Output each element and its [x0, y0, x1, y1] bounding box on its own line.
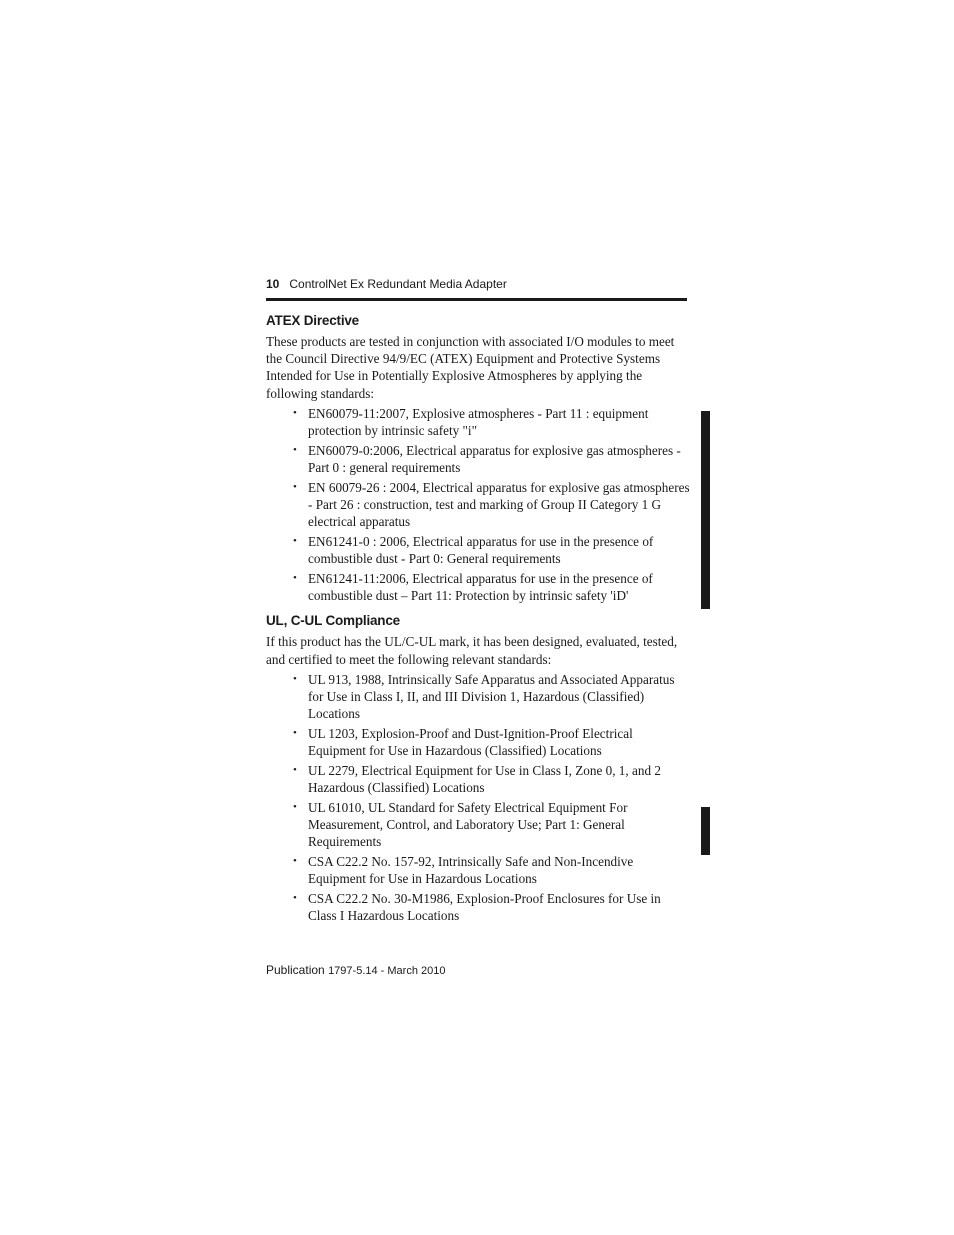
page-content	[266, 312, 690, 927]
list-item	[266, 725, 690, 759]
page-footer	[266, 962, 445, 979]
list-item	[266, 762, 690, 796]
header-rule	[266, 298, 687, 301]
atex-standards-list	[266, 405, 690, 605]
list-item-text: UL 2279, Electrical Equipment for Use in Class I, Zone 0, 1, and 2 Hazardous (Classified) Locations	[308, 763, 661, 796]
list-item-text: UL 913, 1988, Intrinsically Safe Apparatus and Associated Apparatus for Use in Class I, II, and III Division 1, Hazardous (Classified) Locations	[308, 671, 675, 722]
list-item-text: EN 60079-26 : 2004, Electrical apparatus for explosive gas atmospheres - Part 26 : construction, test and marking of Group II Category 1 G electrical apparatus	[308, 479, 690, 530]
running-header	[266, 276, 687, 292]
atex-section	[266, 312, 690, 604]
list-item	[266, 671, 690, 723]
bullet-icon: •	[293, 572, 297, 585]
list-item	[266, 799, 690, 851]
ul-heading: UL, C-UL Compliance	[266, 613, 400, 629]
list-item	[266, 570, 690, 604]
atex-heading: ATEX Directive	[266, 313, 359, 328]
bullet-icon: •	[293, 855, 297, 868]
list-item	[266, 405, 690, 439]
ul-standards-list	[266, 671, 690, 925]
publication-label: Publication	[266, 963, 325, 977]
list-item-text: UL 1203, Explosion-Proof and Dust-Ignition-Proof Electrical Equipment for Use in Hazardous (Classified) Locations	[308, 726, 633, 759]
list-item	[266, 533, 690, 567]
list-item-text: CSA C22.2 No. 157-92, Intrinsically Safe and Non-Incendive Equipment for Use in Hazardous Locations	[308, 854, 634, 887]
bullet-icon: •	[293, 801, 297, 814]
list-item-text: EN60079-11:2007, Explosive atmospheres - Part 11 : equipment protection by intrinsic safety "i"	[308, 405, 649, 439]
bullet-icon: •	[293, 535, 297, 548]
bullet-icon: •	[293, 892, 297, 905]
revision-change-bar	[701, 411, 710, 609]
list-item-text: EN60079-0:2006, Electrical apparatus for explosive gas atmospheres - Part 0 : general requirements	[308, 442, 681, 476]
list-item-text: EN61241-11:2006, Electrical apparatus for use in the presence of combustible dust – Part 11: Protection by intrinsic safety 'iD'	[308, 571, 653, 604]
revision-change-bar	[701, 807, 710, 855]
ul-section	[266, 612, 690, 924]
bullet-icon: •	[293, 406, 297, 419]
document-title: ControlNet Ex Redundant Media Adapter	[289, 277, 507, 291]
list-item-text: EN61241-0 : 2006, Electrical apparatus for use in the presence of combustible dust - Part 0: General requirements	[308, 534, 654, 567]
list-item	[266, 442, 690, 476]
bullet-icon: •	[293, 443, 297, 456]
bullet-icon: •	[293, 764, 297, 777]
bullet-icon: •	[293, 672, 297, 685]
bullet-icon: •	[293, 727, 297, 740]
page-number: 10	[266, 277, 280, 291]
list-item-text: UL 61010, UL Standard for Safety Electrical Equipment For Measurement, Control, and Laboratory Use; Part 1: General Requirements	[308, 800, 628, 850]
bullet-icon: •	[293, 480, 297, 493]
atex-intro: These products are tested in conjunction with associated I/O modules to meet the Council Directive 94/9/EC (ATEX) Equipment and Protective Systems Intended for Use in Potentially Explosive Atmospheres by applying the following standards:	[266, 334, 675, 401]
list-item	[266, 479, 690, 531]
ul-intro: If this product has the UL/C-UL mark, it has been designed, evaluated, tested, and certified to meet the following relevant standards:	[266, 634, 678, 667]
list-item-text: CSA C22.2 No. 30-M1986, Explosion-Proof Enclosures for Use in Class I Hazardous Locations	[308, 891, 661, 924]
list-item	[266, 890, 690, 924]
list-item	[266, 853, 690, 887]
publication-number: 1797-5.14 - March 2010	[328, 965, 446, 977]
